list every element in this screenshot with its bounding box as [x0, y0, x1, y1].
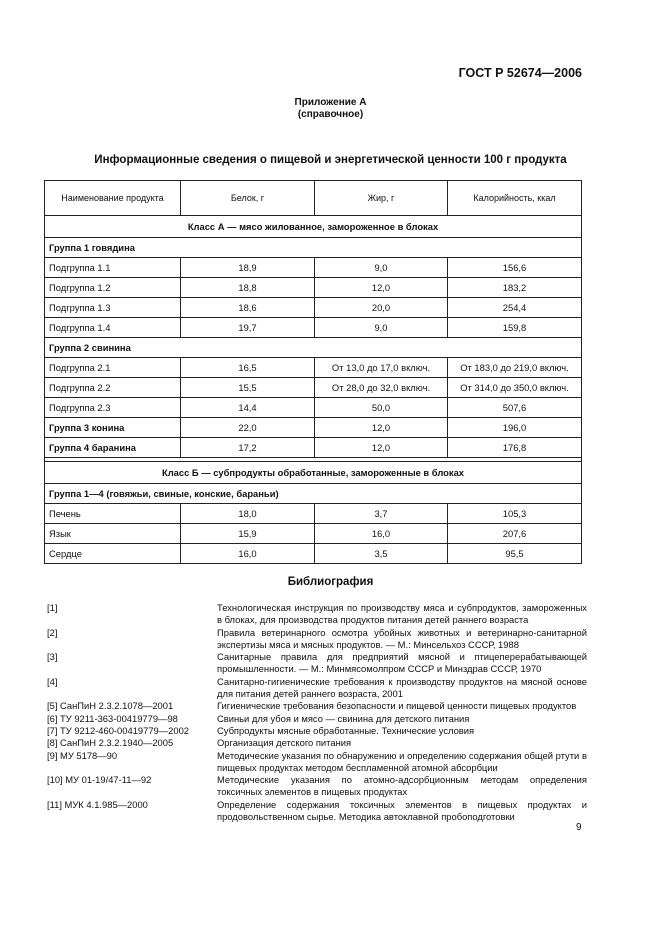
fat-cell: От 28,0 до 32,0 включ.: [315, 378, 448, 398]
bibliography-ref: [5] СанПиН 2.3.2.1078—2001: [47, 700, 174, 712]
bibliography-ref: [1]: [47, 602, 58, 613]
table-row: [45, 358, 582, 378]
group-row: [45, 484, 582, 504]
standard-number: ГОСТ Р 52674—2006: [458, 66, 582, 80]
column-header: Калорийность, ккал: [448, 181, 582, 216]
product-cell: Сердце: [45, 544, 181, 564]
fat-cell: 3,7: [315, 504, 448, 524]
calories-cell: 156,6: [448, 258, 582, 278]
bibliography-entry: [47, 799, 587, 824]
bibliography-ref: [9] МУ 5178—90: [47, 749, 118, 761]
calories-cell: 196,0: [448, 418, 582, 438]
calories-cell: 176,8: [448, 438, 582, 458]
appendix-heading: [0, 97, 661, 121]
calories-cell: 507,6: [448, 398, 582, 418]
bibliography-ref: [7] ТУ 9212-460-00419779—2002: [47, 724, 189, 736]
bibliography-entry: [47, 700, 587, 712]
bibliography-text: Методические указания по обнаружению и определению содержания общей ртути в пищевых продуктах методом беспламенной атомной абсорбции: [217, 749, 587, 773]
table-header-row: [45, 181, 582, 216]
column-header: Белок, г: [181, 181, 315, 216]
class-row: [45, 216, 582, 238]
protein-cell: 18,8: [181, 278, 315, 298]
calories-cell: 159,8: [448, 318, 582, 338]
table-row: [45, 378, 582, 398]
bibliography-text: Свиньи для убоя и мясо — свинина для детского питания: [217, 712, 470, 724]
page-number: 9: [576, 822, 582, 833]
bibliography-text: Санитарные правила для предприятий мясной и птицеперерабатывающей промышленности. — М.: Минмясомолпром СССР и Минздрав СССР, 1970: [217, 651, 587, 675]
product-cell: Язык: [45, 524, 181, 544]
bibliography-ref: [6] ТУ 9211-363-00419779—98: [47, 712, 178, 724]
bibliography-ref: [4]: [47, 675, 58, 687]
bibliography-ref: [3]: [47, 651, 58, 663]
bibliography-text: Субпродукты мясные обработанные. Технические условия: [217, 724, 475, 736]
table-row: [45, 504, 582, 524]
fat-cell: От 13,0 до 17,0 включ.: [315, 358, 448, 378]
calories-cell: 95,5: [448, 544, 582, 564]
table-title: Информационные сведения о пищевой и энергетической ценности 100 г продукта: [94, 154, 567, 166]
group-label: Группа 1—4 (говяжьи, свиные, конские, бараньи): [45, 484, 582, 504]
class-a-label: Класс А — мясо жилованное, замороженное в блоках: [45, 216, 582, 238]
group-row: [45, 238, 582, 258]
bibliography-entry: [47, 750, 587, 775]
bibliography-entry: [47, 713, 587, 725]
group-label: Группа 1 говядина: [45, 238, 582, 258]
fat-cell: 3,5: [315, 544, 448, 564]
fat-cell: 16,0: [315, 524, 448, 544]
group-row: [45, 338, 582, 358]
table-row: [45, 298, 582, 318]
protein-cell: 18,6: [181, 298, 315, 318]
bibliography-entry: [47, 676, 587, 701]
bibliography-entry: [47, 737, 587, 749]
nutrition-table: [44, 180, 582, 564]
protein-cell: 18,9: [181, 258, 315, 278]
table-row: [45, 318, 582, 338]
product-cell: Подгруппа 2.3: [45, 398, 181, 418]
bibliography-ref: [11] МУК 4.1.985—2000: [47, 798, 148, 810]
fat-cell: 12,0: [315, 278, 448, 298]
bibliography-ref: [2]: [47, 626, 58, 638]
calories-cell: 183,2: [448, 278, 582, 298]
bibliography-entry: [47, 602, 587, 627]
column-header: Жир, г: [315, 181, 448, 216]
fat-cell: 20,0: [315, 298, 448, 318]
bibliography-list: [47, 602, 587, 823]
bibliography-text: Гигиенические требования безопасности и пищевой ценности пищевых продуктов: [217, 700, 577, 712]
appendix-note: (справочное): [297, 109, 364, 120]
fat-cell: 9,0: [315, 258, 448, 278]
fat-cell: 12,0: [315, 438, 448, 458]
table-row: [45, 398, 582, 418]
product-cell: Группа 3 конина: [45, 418, 181, 438]
bibliography-text: Организация детского питания: [217, 737, 352, 749]
calories-cell: От 183,0 до 219,0 включ.: [448, 358, 582, 378]
product-cell: Подгруппа 1.3: [45, 298, 181, 318]
table-row: [45, 278, 582, 298]
product-cell: Подгруппа 1.2: [45, 278, 181, 298]
table-row: [45, 544, 582, 564]
protein-cell: 19,7: [181, 318, 315, 338]
product-cell: Подгруппа 1.4: [45, 318, 181, 338]
protein-cell: 17,2: [181, 438, 315, 458]
bibliography-entry: [47, 627, 587, 652]
product-cell: Подгруппа 2.2: [45, 378, 181, 398]
product-cell: Группа 4 баранина: [45, 438, 181, 458]
bibliography-entry: [47, 651, 587, 676]
table-row: [45, 524, 582, 544]
bibliography-entry: [47, 774, 587, 799]
protein-cell: 15,5: [181, 378, 315, 398]
calories-cell: От 314,0 до 350,0 включ.: [448, 378, 582, 398]
bibliography-text: Санитарно-гигиенические требования к производству продуктов на мясной основе для питания детей раннего возраста, 2001: [217, 675, 587, 700]
calories-cell: 254,4: [448, 298, 582, 318]
protein-cell: 22,0: [181, 418, 315, 438]
fat-cell: 9,0: [315, 318, 448, 338]
product-cell: Подгруппа 1.1: [45, 258, 181, 278]
protein-cell: 16,0: [181, 544, 315, 564]
protein-cell: 15,9: [181, 524, 315, 544]
table-row: [45, 258, 582, 278]
bibliography-ref: [10] МУ 01-19/47-11—92: [47, 774, 152, 786]
fat-cell: 50,0: [315, 398, 448, 418]
appendix-label: Приложение А: [294, 97, 367, 108]
bibliography-text: Методические указания по атомно-адсорбционным методам определения токсичных элементов в пищевых продуктах: [217, 774, 587, 798]
calories-cell: 105,3: [448, 504, 582, 524]
column-header: Наименование продукта: [45, 181, 181, 216]
protein-cell: 16,5: [181, 358, 315, 378]
table-row: [45, 438, 582, 458]
product-cell: Печень: [45, 504, 181, 524]
fat-cell: 12,0: [315, 418, 448, 438]
table-row: [45, 418, 582, 438]
protein-cell: 18,0: [181, 504, 315, 524]
bibliography-entry: [47, 725, 587, 737]
bibliography-title: Библиография: [287, 576, 374, 588]
group-label: Группа 2 свинина: [45, 338, 582, 358]
class-b-label: Класс Б — субпродукты обработанные, замороженные в блоках: [45, 462, 582, 484]
bibliography-text: Правила ветеринарного осмотра убойных животных и ветеринарно-санитарной экспертизы мяса и мясных продуктов. — М.: Минсельхоз СССР, 1988: [217, 626, 587, 650]
class-row: [45, 462, 582, 484]
bibliography-ref: [8] СанПиН 2.3.2.1940—2005: [47, 737, 174, 749]
bibliography-text: Технологическая инструкция по производству мяса и субпродуктов, замороженных в блоках, для производства продуктов питания детей раннего возраста: [217, 602, 587, 626]
protein-cell: 14,4: [181, 398, 315, 418]
product-cell: Подгруппа 2.1: [45, 358, 181, 378]
calories-cell: 207,6: [448, 524, 582, 544]
bibliography-text: Определение содержания токсичных элементов в пищевых продуктах и продовольственном сырье. Методика автоклавной пробоподготовки: [217, 798, 587, 823]
